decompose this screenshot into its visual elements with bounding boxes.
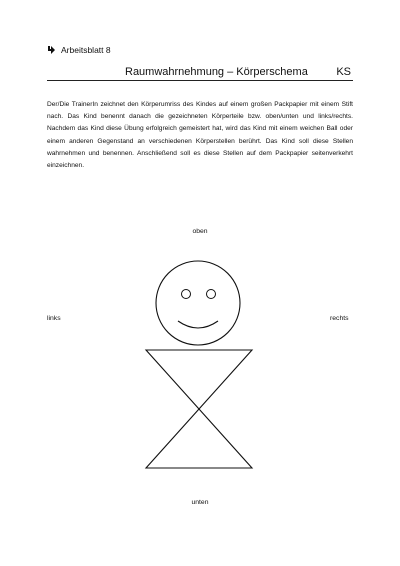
- page-title: Raumwahrnehmung – Körperschema: [125, 66, 308, 78]
- label-top: oben: [192, 228, 208, 235]
- sheet-number: Arbeitsblatt 8: [61, 45, 111, 55]
- head-circle: [156, 261, 240, 345]
- mouth-smile: [178, 321, 218, 328]
- instruction-text: Der/Die TrainerIn zeichnet den Körperumriss des Kindes auf einem großen Packpapier mit einem Stift nach. Das Kind benennt danach die gezeichneten Körperteile bzw. oben/unten und links/rechts. Nachdem das Kind diese Übung erfolgreich gemeistert hat, wird das Kind mit einem weichen Ball oder einem anderen Gegenstand an verschiedenen Körperstellen berührt. Das Kind soll diese Stellen wahrnehmen und benennen. Anschließend soll es diese Stellen auf dem Packpapier seitenverkehrt einzeichnen.: [47, 101, 353, 170]
- label-right: rechts: [330, 315, 349, 322]
- label-left: links: [47, 315, 61, 322]
- label-bottom: unten: [191, 499, 209, 506]
- body-hourglass: [146, 350, 252, 468]
- left-eye: [182, 290, 191, 299]
- right-eye: [207, 290, 216, 299]
- page-code: KS: [336, 66, 351, 78]
